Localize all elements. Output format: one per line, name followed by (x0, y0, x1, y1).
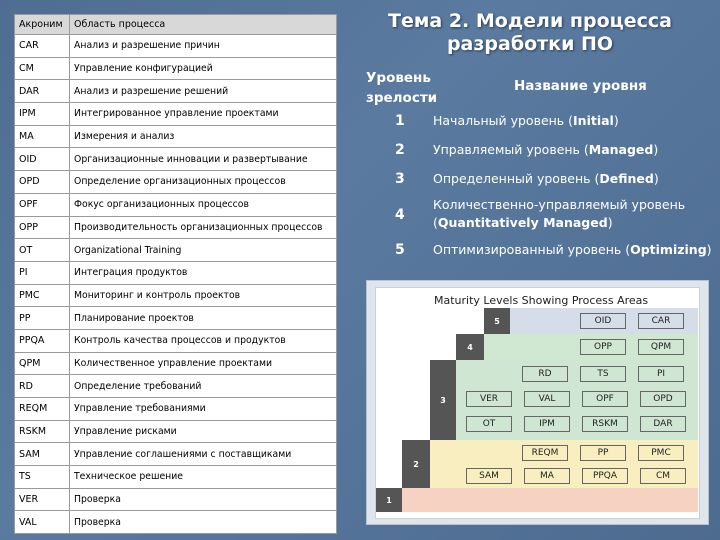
area-cell: Анализ и разрешение решений (70, 80, 337, 103)
area-cell: Анализ и разрешение причин (70, 35, 337, 58)
table-row (15, 352, 337, 375)
level-name-prefix: Начальный уровень ( (433, 113, 574, 128)
acronym-cell: RD (15, 375, 70, 398)
area-cell: Управление конфигурацией (70, 57, 337, 80)
process-area-box: PMC (638, 445, 684, 461)
level-name-suffix: ) (607, 215, 613, 230)
table-header-row (15, 15, 337, 35)
level-number: 2 (395, 142, 405, 158)
level-name (433, 241, 712, 259)
table-row (15, 398, 337, 421)
table-row (15, 284, 337, 307)
table-row (15, 103, 337, 126)
area-cell: Интеграция продуктов (70, 261, 337, 284)
level-name-open-paren: ( (433, 215, 438, 230)
table-row (15, 148, 337, 171)
process-area-box: DAR (640, 416, 686, 432)
table-row (15, 420, 337, 443)
table-body (15, 35, 337, 534)
area-cell: Фокус организационных процессов (70, 193, 337, 216)
acronym-cell: CAR (15, 35, 70, 58)
table-row (15, 466, 337, 489)
diagram-title: Maturity Levels Showing Process Areas (434, 294, 649, 307)
process-area-box: OPD (640, 391, 686, 407)
page-title (360, 10, 700, 56)
process-area-box: OT (466, 416, 512, 432)
table-row (15, 35, 337, 58)
area-cell: Мониторинг и контроль проектов (70, 284, 337, 307)
area-cell: Определение требований (70, 375, 337, 398)
level-name-prefix: Оптимизированный уровень ( (433, 242, 631, 257)
table-row (15, 443, 337, 466)
level-step-5: 5 (484, 308, 510, 334)
process-area-box: VAL (524, 391, 570, 407)
level-step-4: 4 (456, 334, 484, 360)
acronym-cell: VAL (15, 511, 70, 534)
process-area-box: PP (580, 445, 626, 461)
table-row (15, 171, 337, 194)
title-line-1: Тема 2. Модели процесса (388, 10, 672, 32)
header-area: Область процесса (70, 15, 337, 35)
level-name-prefix: Количественно-управляемый уровень (433, 197, 686, 212)
acronym-cell: PI (15, 261, 70, 284)
level-name (433, 112, 619, 130)
maturity-levels-diagram (366, 280, 709, 525)
area-cell: Контроль качества процессов и продуктов (70, 329, 337, 352)
table-row (15, 57, 337, 80)
table-row (15, 80, 337, 103)
process-area-box: CM (640, 468, 686, 484)
acronym-cell: MA (15, 125, 70, 148)
process-areas-table (14, 14, 337, 534)
title-line-2: разработки ПО (446, 33, 614, 55)
process-area-box: MA (524, 468, 570, 484)
area-cell: Управление соглашениями с поставщиками (70, 443, 337, 466)
acronym-cell: CM (15, 57, 70, 80)
level-step-1: 1 (376, 488, 402, 512)
level-number: 1 (395, 113, 405, 129)
process-area-box: PI (638, 366, 684, 382)
process-area-box: SAM (466, 468, 512, 484)
levels-header-maturity (366, 68, 437, 108)
table-row (15, 329, 337, 352)
level-number: 5 (395, 242, 405, 258)
level-name-english: Defined (599, 171, 654, 186)
level-name (433, 141, 658, 159)
acronym-cell: OT (15, 239, 70, 262)
area-cell: Интегрированное управление проектами (70, 103, 337, 126)
level-name-english: Initial (573, 113, 614, 128)
level-name-prefix: Определенный уровень ( (433, 171, 600, 186)
table-row (15, 307, 337, 330)
process-area-box: OPP (580, 339, 626, 355)
header-acronym: Акроним (15, 15, 70, 35)
level-name-suffix: ) (706, 242, 712, 257)
acronym-cell: PPQA (15, 329, 70, 352)
table-row (15, 216, 337, 239)
table-row (15, 488, 337, 511)
level-name-prefix: Управляемый уровень ( (433, 142, 589, 157)
level-name-suffix: ) (653, 142, 659, 157)
process-area-box: OID (580, 313, 626, 329)
level-name-suffix: ) (653, 171, 659, 186)
level-name-suffix: ) (613, 113, 619, 128)
acronym-cell: OPP (15, 216, 70, 239)
level-name-english: Managed (588, 142, 654, 157)
level-number: 4 (395, 207, 405, 223)
area-cell: Количественное управление проектами (70, 352, 337, 375)
table-row (15, 239, 337, 262)
process-area-box: RSKM (582, 416, 628, 432)
acronym-cell: VER (15, 488, 70, 511)
table-row (15, 125, 337, 148)
level-name-english: Optimizing (630, 242, 707, 257)
area-cell: Производительность организационных процессов (70, 216, 337, 239)
acronym-cell: REQM (15, 398, 70, 421)
process-area-box: QPM (638, 339, 684, 355)
area-cell: Определение организационных процессов (70, 171, 337, 194)
acronym-cell: TS (15, 466, 70, 489)
acronym-cell: OID (15, 148, 70, 171)
area-cell: Управление рисками (70, 420, 337, 443)
level-number: 3 (395, 171, 405, 187)
table-row (15, 375, 337, 398)
process-area-box: RD (522, 366, 568, 382)
process-area-box: OPF (582, 391, 628, 407)
process-area-box: REQM (522, 445, 568, 461)
acronym-cell: OPF (15, 193, 70, 216)
level-name (433, 170, 659, 188)
acronym-cell: DAR (15, 80, 70, 103)
acronym-cell: PMC (15, 284, 70, 307)
level-step-2: 2 (402, 440, 430, 488)
table-row (15, 511, 337, 534)
acronym-cell: IPM (15, 103, 70, 126)
level-step-3: 3 (430, 360, 456, 440)
area-cell: Organizational Training (70, 239, 337, 262)
band-level-1 (402, 488, 698, 512)
process-area-box: VER (466, 391, 512, 407)
acronym-cell: QPM (15, 352, 70, 375)
area-cell: Техническое решение (70, 466, 337, 489)
acronym-cell: RSKM (15, 420, 70, 443)
process-area-box: IPM (524, 416, 570, 432)
area-cell: Измерения и анализ (70, 125, 337, 148)
process-area-box: TS (580, 366, 626, 382)
table-row (15, 261, 337, 284)
level-name (433, 196, 685, 232)
acronym-cell: PP (15, 307, 70, 330)
process-area-box: CAR (638, 313, 684, 329)
diagram-panel (375, 287, 700, 519)
acronym-cell: OPD (15, 171, 70, 194)
area-cell: Проверка (70, 488, 337, 511)
area-cell: Управление требованиями (70, 398, 337, 421)
process-area-box: PPQA (582, 468, 628, 484)
area-cell: Организационные инновации и развертывание (70, 148, 337, 171)
area-cell: Планирование проектов (70, 307, 337, 330)
acronym-cell: SAM (15, 443, 70, 466)
maturity-header-line-1: Уровень (366, 70, 431, 86)
maturity-header-line-2: зрелости (366, 90, 438, 106)
levels-header-name: Название уровня (514, 78, 647, 94)
table-row (15, 193, 337, 216)
level-name-english: Quantitatively Managed (437, 215, 608, 230)
area-cell: Проверка (70, 511, 337, 534)
